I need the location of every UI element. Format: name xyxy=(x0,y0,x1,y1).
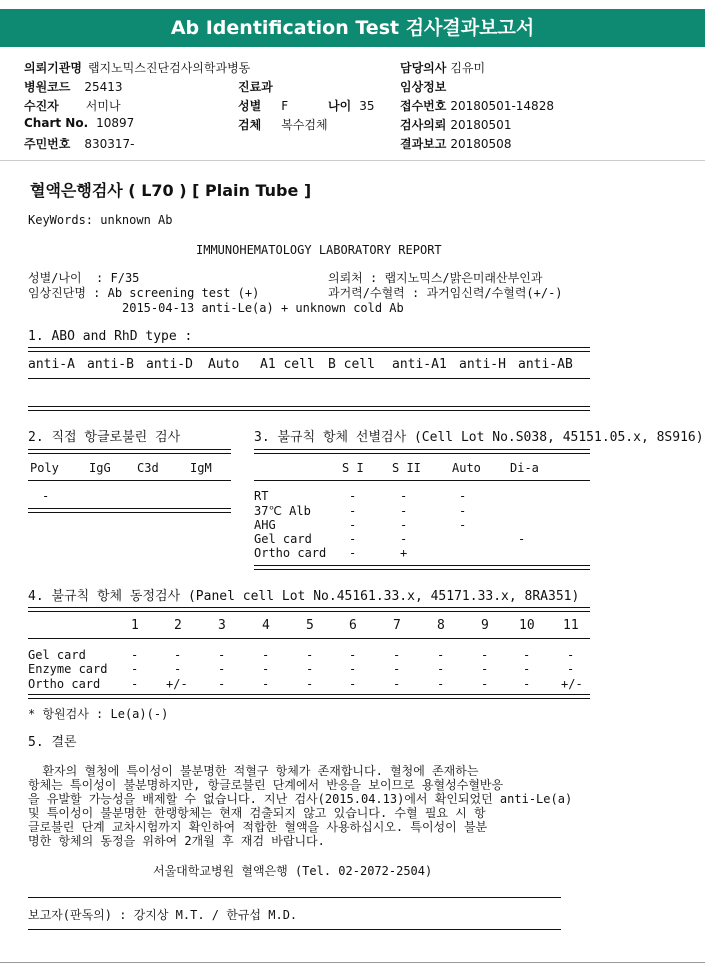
header-divider xyxy=(0,160,705,161)
sec4-cell: - xyxy=(131,677,139,691)
sec2-col-0: Poly xyxy=(30,461,59,475)
sec3-cell: - xyxy=(349,504,357,518)
age-value: 35 xyxy=(359,99,375,113)
conclusion-line: 및 특이성이 불분명한 한랭항체는 현재 검출되지 않고 있습니다. 수혈 필요 시 항 xyxy=(28,806,486,820)
collector-label: 수진자 xyxy=(24,99,59,113)
sec1-col-0: anti-A xyxy=(28,357,75,372)
sec4-cell: - xyxy=(349,648,357,662)
specimen-row xyxy=(238,116,328,133)
sec2-rule-bottom xyxy=(28,508,231,513)
sec4-cell: - xyxy=(437,648,445,662)
doctor-row xyxy=(400,59,485,76)
sec4-cell: - xyxy=(262,662,270,676)
patient-ref: 의뢰처 : 랩지노믹스/밝은미래산부인과 xyxy=(328,271,543,285)
sec3-cell: - xyxy=(349,532,357,546)
sec1-rule-mid xyxy=(28,378,590,379)
sec4-title: 4. 불규칙 항체 동정검사 (Panel cell Lot No.45161.33.x, 45171.33.x, 8RA351) xyxy=(28,589,580,604)
dept-label: 진료과 xyxy=(238,80,273,94)
sec4-cell: - xyxy=(174,662,182,676)
sec1-col-3: Auto xyxy=(208,357,240,372)
sec3-cell: - xyxy=(459,518,467,532)
sec4-cell: - xyxy=(523,648,531,662)
sec3-cell: + xyxy=(400,546,408,560)
keywords: KeyWords: unknown Ab xyxy=(28,213,173,227)
sec4-cell: - xyxy=(131,648,139,662)
sec3-col-2: Auto xyxy=(452,461,481,475)
hospital-code-value: 25413 xyxy=(84,80,123,94)
doc-title: 혈액은행검사 ( L70 ) [ Plain Tube ] xyxy=(30,181,312,200)
facility-value: 랩지노믹스진단검사의학과병동 xyxy=(87,61,251,75)
sec4-cell: - xyxy=(349,677,357,691)
sec2-title: 2. 직접 항글로불린 검사 xyxy=(28,430,181,445)
sec3-cell: - xyxy=(349,546,357,560)
sec4-col: 10 xyxy=(519,618,535,633)
blood-bank-contact: 서울대학교병원 혈액은행 (Tel. 02-2072-2504) xyxy=(153,864,433,878)
dept-row xyxy=(238,78,273,95)
receipt-value: 20180501-14828 xyxy=(450,99,554,113)
clinical-row xyxy=(400,78,446,95)
chart-label: Chart No. xyxy=(24,116,89,130)
sec4-col: 3 xyxy=(218,618,226,633)
sec3-col-1: S II xyxy=(392,461,421,475)
sec2-rule-mid xyxy=(28,480,231,481)
hospital-code-row xyxy=(24,78,123,95)
sec4-rule-top xyxy=(28,607,590,612)
sec4-cell: - xyxy=(567,648,575,662)
sec3-title: 3. 불규칙 항체 선별검사 (Cell Lot No.S038, 45151.05.x, 8S916) xyxy=(254,430,704,445)
sec1-col-7: anti-H xyxy=(459,357,506,372)
sec4-cell: +/- xyxy=(561,677,583,691)
sec1-col-8: anti-AB xyxy=(518,357,573,372)
sec4-cell: - xyxy=(481,677,489,691)
sec3-col-0: S I xyxy=(342,461,364,475)
sec4-col: 2 xyxy=(174,618,182,633)
sec2-poly-value: - xyxy=(42,489,50,503)
sec3-row-name: RT xyxy=(254,489,269,503)
sex-row xyxy=(238,97,288,114)
chart-value: 10897 xyxy=(96,116,135,130)
collector-value: 서미나 xyxy=(85,99,121,113)
patient-dx2: 2015-04-13 anti-Le(a) + unknown cold Ab xyxy=(122,301,404,315)
request-label: 검사의뢰 xyxy=(400,118,447,132)
sec4-cell: - xyxy=(437,662,445,676)
hospital-code-label: 병원코드 xyxy=(24,80,71,94)
sec4-cell: - xyxy=(393,662,401,676)
sec1-title: 1. ABO and RhD type : xyxy=(28,329,193,344)
footer-rule-bottom xyxy=(28,929,561,930)
specimen-value: 복수검체 xyxy=(281,118,328,132)
report-date-row xyxy=(400,135,511,152)
sec3-cell: - xyxy=(459,489,467,503)
sec3-cell: - xyxy=(400,532,408,546)
footer-rule-top xyxy=(28,897,561,898)
sec5-title: 5. 결론 xyxy=(28,735,77,750)
sec4-col: 8 xyxy=(437,618,445,633)
sec4-col: 7 xyxy=(393,618,401,633)
sec4-cell: - xyxy=(481,648,489,662)
sec3-col-3: Di-a xyxy=(510,461,539,475)
sec1-col-2: anti-D xyxy=(146,357,193,372)
sec4-col: 6 xyxy=(349,618,357,633)
report-date-label: 결과보고 xyxy=(400,137,447,151)
sec3-cell: - xyxy=(400,504,408,518)
sec3-cell: - xyxy=(459,504,467,518)
sec1-col-1: anti-B xyxy=(87,357,134,372)
sec3-row-name: Gel card xyxy=(254,532,312,546)
sec4-cell: - xyxy=(218,648,226,662)
age-row xyxy=(328,97,374,114)
facility-row xyxy=(24,59,250,76)
receipt-label: 접수번호 xyxy=(400,99,447,113)
sec4-cell: +/- xyxy=(166,677,188,691)
sec4-col: 1 xyxy=(131,618,139,633)
sec2-col-1: IgG xyxy=(89,461,111,475)
request-value: 20180501 xyxy=(450,118,512,132)
conclusion-line: 을 유발할 가능성을 배제할 수 없습니다. 지난 검사(2015.04.13)에서 확인되었던 anti-Le(a) xyxy=(28,792,573,806)
sec4-cell: - xyxy=(262,648,270,662)
conclusion-line: 항체는 특이성이 불분명하지만, 항글로불린 단계에서 반응을 보이므로 용혈성수혈반응 xyxy=(28,778,504,792)
sec1-rule-bottom xyxy=(28,406,590,411)
sec4-col: 5 xyxy=(306,618,314,633)
report-banner xyxy=(0,0,705,56)
sec4-cell: - xyxy=(218,662,226,676)
sec3-rule-top xyxy=(254,449,590,454)
sec4-col: 9 xyxy=(481,618,489,633)
sec3-row-name: AHG xyxy=(254,518,276,532)
patient-dx: 임상진단명 : Ab screening test (+) xyxy=(28,286,260,300)
sec4-col: 4 xyxy=(262,618,270,633)
sec4-cell: - xyxy=(174,648,182,662)
sec3-cell: - xyxy=(400,489,408,503)
patient-hist: 과거력/수혈력 : 과거임신력/수혈력(+/-) xyxy=(328,286,563,300)
sec4-rule-mid xyxy=(28,638,590,639)
sec4-cell: - xyxy=(349,662,357,676)
clinical-label: 임상정보 xyxy=(400,80,447,94)
sec4-row-name: Ortho card xyxy=(28,677,101,691)
sec4-cell: - xyxy=(306,648,314,662)
sec1-col-6: anti-A1 xyxy=(392,357,447,372)
doctor-value: 김유미 xyxy=(450,61,486,75)
conclusion-line: 글로불린 단계 교차시험까지 확인하여 적합한 혈액을 사용하십시오. 특이성이 불분 xyxy=(28,820,488,834)
sec4-rule-bottom xyxy=(28,694,590,699)
sec4-row-name: Gel card xyxy=(28,648,86,662)
sec3-rule-bottom xyxy=(254,565,590,570)
facility-label: 의뢰기관명 xyxy=(24,61,82,75)
chart-row xyxy=(24,116,134,130)
reporter: 보고자(판독의) : 강지상 M.T. / 한규섭 M.D. xyxy=(28,908,298,922)
sec4-cell: - xyxy=(306,662,314,676)
age-label: 나이 xyxy=(328,99,352,113)
sec4-cell: - xyxy=(567,662,575,676)
collector-row xyxy=(24,97,121,114)
sec2-col-3: IgM xyxy=(190,461,212,475)
sec4-cell: - xyxy=(523,677,531,691)
sec3-cell: - xyxy=(349,489,357,503)
doctor-label: 담당의사 xyxy=(400,61,447,75)
sec3-cell: - xyxy=(518,532,526,546)
sec2-rule-top xyxy=(28,449,231,454)
sec4-cell: - xyxy=(523,662,531,676)
sec2-col-2: C3d xyxy=(137,461,159,475)
banner-title: Ab Identification Test 검사결과보고서 xyxy=(0,9,705,47)
conclusion-line: 환자의 혈청에 특이성이 불분명한 적혈구 항체가 존재합니다. 혈청에 존재하는 xyxy=(28,764,479,778)
antigen-test: * 항원검사 : Le(a)(-) xyxy=(28,707,169,721)
sec4-cell: - xyxy=(393,648,401,662)
receipt-row xyxy=(400,97,554,114)
patient-sexage: 성별/나이 : F/35 xyxy=(28,271,140,285)
sex-value: F xyxy=(281,99,289,113)
request-row xyxy=(400,116,511,133)
sec3-cell: - xyxy=(400,518,408,532)
sec4-cell: - xyxy=(131,662,139,676)
conclusion-line: 명한 항체의 동정을 위하여 2개월 후 재검 바랍니다. xyxy=(28,834,325,848)
sec4-cell: - xyxy=(218,677,226,691)
page-bottom-line xyxy=(0,962,705,963)
rrn-label: 주민번호 xyxy=(24,137,71,151)
sec3-row-name: Ortho card xyxy=(254,546,327,560)
sec4-row-name: Enzyme card xyxy=(28,662,108,676)
sec3-row-name: 37℃ Alb xyxy=(254,504,311,518)
sec4-cell: - xyxy=(306,677,314,691)
sec4-col: 11 xyxy=(563,618,579,633)
sec4-cell: - xyxy=(481,662,489,676)
sec1-col-4: A1 cell xyxy=(260,357,315,372)
sec4-cell: - xyxy=(437,677,445,691)
sex-label: 성별 xyxy=(238,99,262,113)
sec4-cell: - xyxy=(393,677,401,691)
sec3-rule-mid xyxy=(254,480,590,481)
report-date-value: 20180508 xyxy=(450,137,512,151)
sec1-rule-top xyxy=(28,347,590,352)
specimen-label: 검체 xyxy=(238,118,262,132)
report-title: IMMUNOHEMATOLOGY LABORATORY REPORT xyxy=(196,243,442,257)
rrn-value: 830317- xyxy=(84,137,135,151)
sec4-cell: - xyxy=(262,677,270,691)
sec1-col-5: B cell xyxy=(328,357,375,372)
rrn-row xyxy=(24,135,135,152)
sec3-cell: - xyxy=(349,518,357,532)
